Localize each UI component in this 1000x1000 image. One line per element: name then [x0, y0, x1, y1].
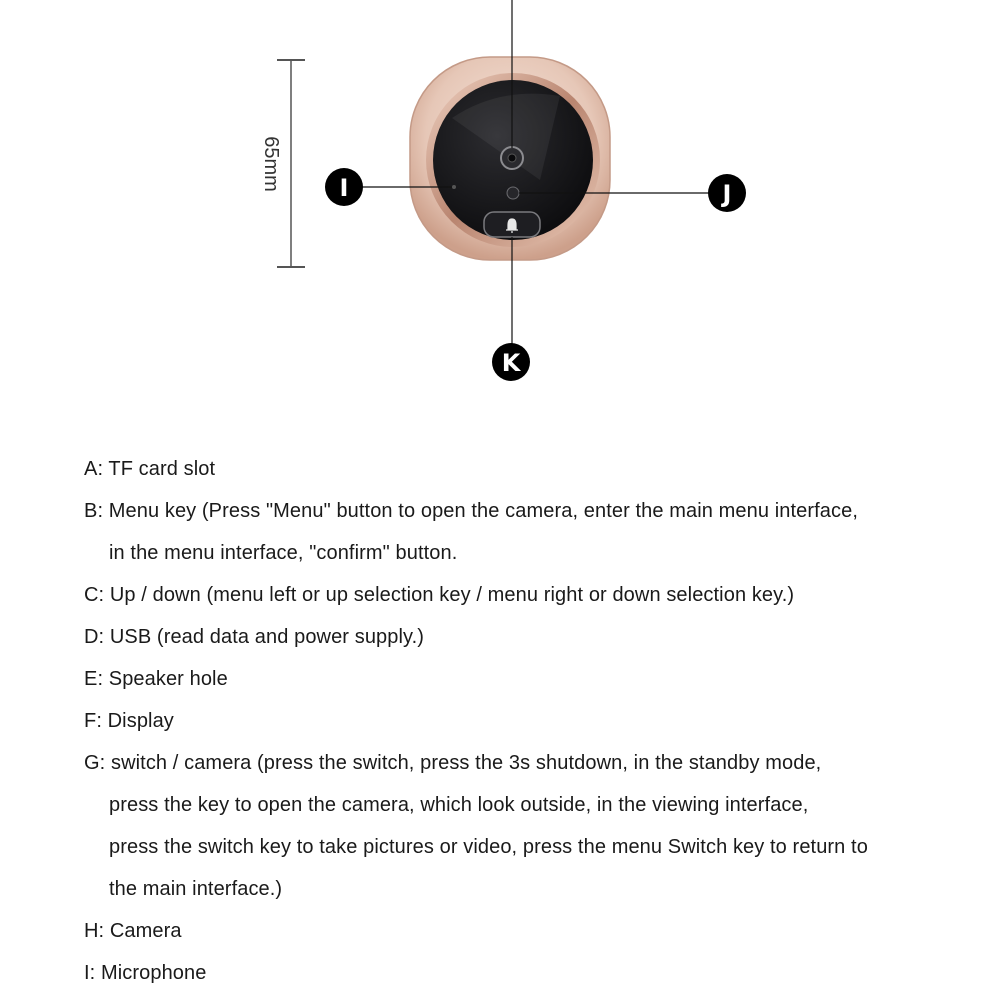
callout-k [492, 343, 530, 381]
product-diagram [0, 0, 1000, 420]
legend-item-g [84, 742, 974, 910]
doorbell-device [410, 57, 610, 260]
legend-line: press the switch key to take pictures or video, press the menu Switch key to return to [109, 836, 868, 858]
legend-line: B: Menu key (Press "Menu" button to open the camera, enter the main menu interface, [84, 500, 859, 522]
legend-line: F: Display [84, 710, 174, 732]
legend-line: press the key to open the camera, which look outside, in the viewing interface, [109, 794, 809, 816]
legend-item-a [84, 448, 974, 490]
legend-line: H: Camera [84, 920, 182, 942]
legend-item-b [84, 490, 974, 574]
legend-item-h [84, 910, 974, 952]
legend-item-d [84, 616, 974, 658]
legend-line: G: switch / camera (press the switch, press the 3s shutdown, in the standby mode, [84, 752, 822, 774]
legend-item-e [84, 658, 974, 700]
callout-i [325, 168, 363, 206]
legend-item-f [84, 700, 974, 742]
legend-line: the main interface.) [109, 878, 283, 900]
callout-j-label: J [722, 180, 732, 208]
legend-line: I: Microphone [84, 962, 207, 984]
callout-j [708, 174, 746, 212]
legend-item-c [84, 574, 974, 616]
callout-i-label: I [339, 174, 349, 202]
legend-line: E: Speaker hole [84, 668, 228, 690]
dimension-label: 65mm [260, 136, 282, 192]
legend-line: D: USB (read data and power supply.) [84, 626, 425, 648]
height-dimension [260, 60, 305, 267]
legend-line: C: Up / down (menu left or up selection key / menu right or down selection key.) [84, 584, 795, 606]
legend-item-i [84, 952, 974, 994]
legend-list [84, 448, 974, 994]
callout-k-label: K [501, 349, 521, 377]
sensor-dot [507, 187, 519, 199]
microphone-hole [452, 185, 456, 189]
legend-line: in the menu interface, "confirm" button. [109, 542, 458, 564]
legend-line: A: TF card slot [84, 458, 216, 480]
